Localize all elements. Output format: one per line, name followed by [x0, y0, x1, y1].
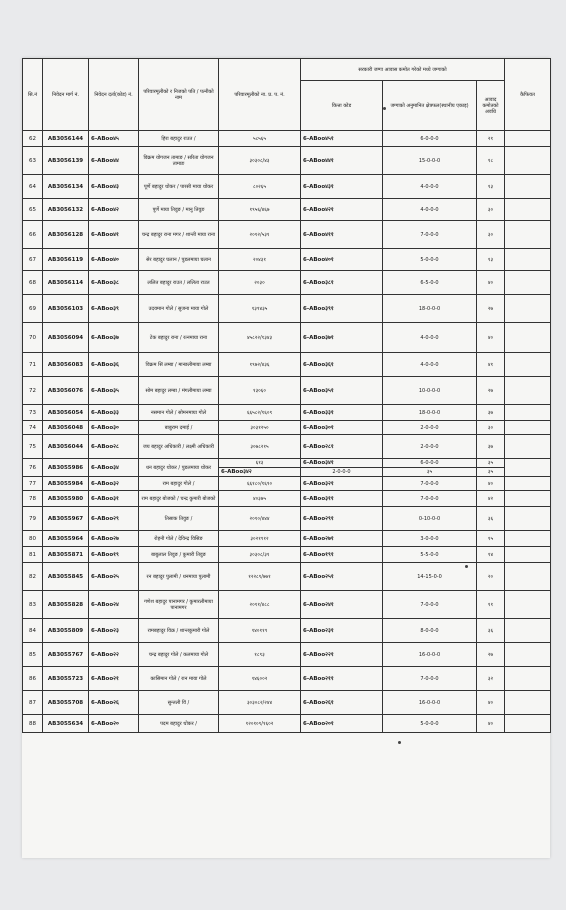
serial-number: 83: [23, 591, 43, 619]
family-head-name: रोहनी गोले / देविन्द्र विसिङ: [139, 531, 219, 547]
occupation-duration: १३: [477, 249, 505, 271]
remarks: [505, 619, 551, 643]
estimated-area: 5-0-0-0: [383, 249, 477, 271]
estimated-area: 8-0-0-0: [383, 619, 477, 643]
estimated-area: 14-15-0-0: [383, 563, 477, 591]
plot-code: 6-ABoo२११: [301, 667, 383, 691]
header-code-no: निवेदन दर्ता(कोड) नं.: [89, 59, 139, 131]
application-number: AB3055634: [43, 715, 89, 733]
remarks: [505, 221, 551, 249]
document-page: [22, 58, 550, 858]
family-head-name: चन्द्र बहादुर गोले / कलमाया गोले: [139, 643, 219, 667]
speck: [383, 107, 386, 110]
plot-code: 6-ABoo३२१: [301, 477, 383, 491]
application-number: AB3056119: [43, 249, 89, 271]
plot-code: 6-ABoo३४१: [301, 459, 383, 468]
plot-code: 6-ABoo१९१: [301, 547, 383, 563]
family-head-name: नसमान गोले / सोमनमाया गोले: [139, 405, 219, 421]
application-number: AB3056054: [43, 405, 89, 421]
table-row: [23, 667, 551, 691]
estimated-area: 6-0-0-0: [383, 131, 477, 147]
estimated-area: 2-0-0-0: [383, 435, 477, 459]
table-row: [23, 491, 551, 507]
estimated-area: 18-0-0-0: [383, 405, 477, 421]
citizenship-number: ६६५८२/१६०९: [219, 405, 301, 421]
table-row: [23, 323, 551, 353]
citizenship-number: १८९३: [219, 643, 301, 667]
application-number: AB3055967: [43, 507, 89, 531]
family-head-name: बाबुलाल तिवुङ / कुमारी तिवुङ: [139, 547, 219, 563]
table-row: [23, 147, 551, 175]
plot-code: 6-ABoo२३१: [301, 619, 383, 643]
estimated-area: 0-10-0-0: [383, 507, 477, 531]
remarks: [505, 249, 551, 271]
citizenship-number: ३०३०८२/२४४: [219, 691, 301, 715]
family-head-name: रन बहादुर पुलामी / धनमाया पुलामी: [139, 563, 219, 591]
code-number: 6-ABoo३०: [89, 421, 139, 435]
occupation-duration: ३७: [477, 435, 505, 459]
citizenship-number: ३०३०८/४३: [219, 147, 301, 175]
citizenship-number: ३०३०८/३१: [219, 547, 301, 563]
occupation-duration: ३०: [477, 421, 505, 435]
application-number: AB3056103: [43, 295, 89, 323]
code-number: 6-ABoo३६: [89, 353, 139, 377]
application-number: AB3056144: [43, 131, 89, 147]
code-number: 6-ABoo३८: [89, 271, 139, 295]
remarks: [505, 643, 551, 667]
code-number: 6-ABoo३५: [89, 377, 139, 405]
remarks: [505, 405, 551, 421]
family-head-name: गणेश बहादुर पानामगर / कुमारलीमाया पानामगर: [139, 591, 219, 619]
table-row: [23, 175, 551, 199]
remarks: [505, 591, 551, 619]
header-remarks: कैफियत: [505, 59, 551, 131]
estimated-area: 3-0-0-0: [383, 531, 477, 547]
code-number: 6-ABoo२१: [89, 667, 139, 691]
family-head-name: सोम बहादुर लम्बा / मंगलीमाया लम्बा: [139, 377, 219, 405]
occupation-duration: ३२: [477, 667, 505, 691]
serial-number: 63: [23, 147, 43, 175]
application-number: AB3055986: [43, 459, 89, 477]
application-number: AB3056132: [43, 199, 89, 221]
remarks: [505, 323, 551, 353]
remarks: [505, 131, 551, 147]
code-number: 6-ABoo४४: [89, 147, 139, 175]
application-number: AB3056134: [43, 175, 89, 199]
occupation-duration: ३०: [477, 221, 505, 249]
table-row: [23, 353, 551, 377]
serial-number: 86: [23, 667, 43, 691]
table-row: [23, 531, 551, 547]
code-number: 6-ABoo२७: [89, 531, 139, 547]
serial-number: 62: [23, 131, 43, 147]
citizenship-number: ८०२६५: [219, 175, 301, 199]
remarks: [505, 435, 551, 459]
occupation-duration: २७: [477, 295, 505, 323]
remarks: [505, 477, 551, 491]
table-row: [23, 715, 551, 733]
serial-number: 65: [23, 199, 43, 221]
occupation-duration: १५: [477, 531, 505, 547]
code-number: 6-ABoo४५: [89, 131, 139, 147]
family-head-name: राम बहादुर बोजको / चन्द्र कुमारी बोजको: [139, 491, 219, 507]
serial-number: 74: [23, 421, 43, 435]
citizenship-number: २०११/४८८: [219, 591, 301, 619]
plot-code: 6-ABoo२९१: [301, 507, 383, 531]
remarks: [505, 507, 551, 531]
plot-code: 6-ABoo२५१: [301, 563, 383, 591]
family-head-name: उदयमान गोले / सुजना माया गोले: [139, 295, 219, 323]
table-row: [23, 591, 551, 619]
citizenship-number: १९७२/४३६: [219, 353, 301, 377]
occupation-duration: १४: [477, 547, 505, 563]
estimated-area: 16-0-0-0: [383, 691, 477, 715]
estimated-area: 18-0-0-0: [383, 295, 477, 323]
remarks: [505, 667, 551, 691]
occupation-duration: ३७: [477, 405, 505, 421]
code-number: 6-ABoo२२: [89, 643, 139, 667]
code-number: 6-ABoo३७: [89, 323, 139, 353]
plot-code: 2-0-0-0: [301, 468, 383, 477]
plot-code: 6-ABoo३९१: [301, 295, 383, 323]
estimated-area: 7-0-0-0: [383, 221, 477, 249]
remarks: [505, 459, 551, 477]
citizenship-number: १४६००२: [219, 667, 301, 691]
serial-number: 72: [23, 377, 43, 405]
family-head-name: पूर्णे माया तिवुङ / मानु तिवुङ: [139, 199, 219, 221]
family-head-name: सुन्तली विं /: [139, 691, 219, 715]
plot-code: 6-ABoo२७१: [301, 531, 383, 547]
family-head-name: चन्द्र बहादुर राना मगर / शान्ती माया राना: [139, 221, 219, 249]
plot-code: 6-ABoo२८१: [301, 435, 383, 459]
code-number: 6-ABoo२८: [89, 435, 139, 459]
plot-code: 6-ABoo३८१: [301, 271, 383, 295]
application-number: AB3055828: [43, 591, 89, 619]
header-duration: आवाद कमोतको अवधि: [477, 81, 505, 131]
citizenship-number: ३०७८२१५: [219, 435, 301, 459]
application-number: AB3056139: [43, 147, 89, 175]
application-number: AB3056076: [43, 377, 89, 405]
code-number: 6-ABoo३२: [89, 477, 139, 491]
application-number: AB3056083: [43, 353, 89, 377]
estimated-area: 16-0-0-0: [383, 643, 477, 667]
table-body: [23, 131, 551, 733]
family-head-name: जय बहादुर अधिकारी / लक्ष्मी अधिकारी: [139, 435, 219, 459]
header-plot-code: कित्ता कोड: [301, 81, 383, 131]
family-head-name: पदम बहादुर थोकर /: [139, 715, 219, 733]
application-number: AB3055871: [43, 547, 89, 563]
occupation-duration: ३६: [477, 619, 505, 643]
table-row: [23, 271, 551, 295]
citizenship-number: ६६१८०/१६९०: [219, 477, 301, 491]
serial-number: 69: [23, 295, 43, 323]
occupation-duration: १३: [477, 175, 505, 199]
serial-number: 78: [23, 491, 43, 507]
citizenship-number: १२२८९/७७१: [219, 563, 301, 591]
serial-number: 76: [23, 459, 43, 477]
remarks: [505, 531, 551, 547]
citizenship-number: ३०३१२५०: [219, 421, 301, 435]
code-number: 6-ABoo३९: [89, 295, 139, 323]
occupation-duration: ४१: [477, 353, 505, 377]
remarks: [505, 715, 551, 733]
code-number: 6-ABoo२३: [89, 619, 139, 643]
occupation-duration: ३६: [477, 507, 505, 531]
family-head-name: हिरा बहादुर राउत /: [139, 131, 219, 147]
code-number: 6-ABoo४१: [89, 221, 139, 249]
serial-number: 68: [23, 271, 43, 295]
plot-code: 6-ABoo२४१: [301, 591, 383, 619]
estimated-area: 6-5-0-0: [383, 271, 477, 295]
citizenship-number: ३०२१९१२: [219, 531, 301, 547]
citizenship-number: १३९४३५: [219, 295, 301, 323]
estimated-area: 7-0-0-0: [383, 667, 477, 691]
citizenship-number: २०४३१: [219, 249, 301, 271]
citizenship-number: २०१२/५३१: [219, 221, 301, 249]
family-head-name: सेर बहादुर घलान / पुडलमाया घलान: [139, 249, 219, 271]
occupation-duration: ४०: [477, 271, 505, 295]
plot-code: 6-ABoo४४१: [301, 147, 383, 175]
application-number: AB3055964: [43, 531, 89, 547]
plot-code: 6-ABoo२६१: [301, 691, 383, 715]
serial-number: 77: [23, 477, 43, 491]
serial-number: 80: [23, 531, 43, 547]
plot-code: 6-ABoo३११: [301, 491, 383, 507]
estimated-area: 4-0-0-0: [383, 323, 477, 353]
table-row: [23, 435, 551, 459]
remarks: [505, 199, 551, 221]
occupation-duration: २०: [477, 563, 505, 591]
code-number: 6-ABoo२६: [89, 691, 139, 715]
code-number: 6-ABoo३४: [89, 459, 139, 477]
remarks: [505, 691, 551, 715]
family-head-name: तिसाक तिवुङ /: [139, 507, 219, 531]
table-row: [23, 477, 551, 491]
occupation-duration: ११: [477, 591, 505, 619]
serial-number: 66: [23, 221, 43, 249]
table-row: [23, 643, 551, 667]
header-reg-no: निवेदन मार्ग नं.: [43, 59, 89, 131]
table-header: [23, 59, 551, 131]
application-number: AB3055708: [43, 691, 89, 715]
table-row: [23, 377, 551, 405]
occupation-duration: ४०: [477, 715, 505, 733]
plot-code: 6-ABoo३५१: [301, 377, 383, 405]
estimated-area: 7-0-0-0: [383, 591, 477, 619]
citizenship-number: १३०६०: [219, 377, 301, 405]
family-head-name: धन बहादुर थोकर / पुडलमाया थोकर: [139, 459, 219, 477]
estimated-area: 7-0-0-0: [383, 491, 477, 507]
estimated-area: 7-0-0-0: [383, 477, 477, 491]
plot-code: 6-ABoo४५१: [301, 131, 383, 147]
application-number: AB3055767: [43, 643, 89, 667]
family-head-name: विक्रम सिं लम्बा / मान्छलीमाया लम्बा: [139, 353, 219, 377]
code-number: 6-ABoo४०: [89, 249, 139, 271]
speck: [398, 741, 401, 744]
land-records-table: [22, 58, 551, 733]
estimated-area: 6-0-0-0: [383, 459, 477, 468]
family-head-name: राम बहादुर गोले /: [139, 477, 219, 491]
application-number: AB3056044: [43, 435, 89, 459]
family-head-name: विक्रम योगजन तामाङ / सरिता योगजन तामाङ: [139, 147, 219, 175]
occupation-duration: ३०: [477, 199, 505, 221]
application-number: AB3056094: [43, 323, 89, 353]
occupation-duration: ४०: [477, 323, 505, 353]
serial-number: 81: [23, 547, 43, 563]
remarks: [505, 353, 551, 377]
table-row: [23, 459, 551, 468]
header-land-group: सरकारी जग्गा आवास कमोत गरेको मध्ये जग्गाको: [301, 59, 505, 81]
plot-code: 6-ABoo२२१: [301, 643, 383, 667]
remarks: [505, 295, 551, 323]
serial-number: 87: [23, 691, 43, 715]
code-number: 6-ABoo२९: [89, 507, 139, 531]
table-row: [23, 249, 551, 271]
application-number: AB3055984: [43, 477, 89, 491]
application-number: AB3056128: [43, 221, 89, 249]
header-citizenship: परिवारमूलीको ना. प्र. प. नं.: [219, 59, 301, 131]
remarks: [505, 491, 551, 507]
remarks: [505, 563, 551, 591]
application-number: AB3055845: [43, 563, 89, 591]
serial-number: 82: [23, 563, 43, 591]
table-row: [23, 199, 551, 221]
remarks: [505, 421, 551, 435]
plot-code: 6-ABoo४२१: [301, 199, 383, 221]
code-number: 6-ABoo१९: [89, 547, 139, 563]
estimated-area: 4-0-0-0: [383, 199, 477, 221]
occupation-duration: ३५: [477, 459, 505, 468]
serial-number: 67: [23, 249, 43, 271]
table-row: [23, 507, 551, 531]
serial-number: 84: [23, 619, 43, 643]
citizenship-number: ५८५६५: [219, 131, 301, 147]
serial-number: 79: [23, 507, 43, 531]
occupation-duration: २७: [477, 377, 505, 405]
family-head-name: ललित बहादुर राउत / ललिता राउत: [139, 271, 219, 295]
citizenship-number: १२०१०९/१६०२: [219, 715, 301, 733]
family-head-name: पूर्णे बहादुर थोकर / पारसी माया थोकर: [139, 175, 219, 199]
code-number: 6-ABoo२४: [89, 591, 139, 619]
table-row: [23, 295, 551, 323]
table-row: [23, 563, 551, 591]
occupation-duration: ४२: [477, 491, 505, 507]
table-row: [23, 221, 551, 249]
estimated-area: ३५: [383, 468, 477, 477]
serial-number: 73: [23, 405, 43, 421]
citizenship-number: १९५६/४६७: [219, 199, 301, 221]
code-number: 6-ABoo३१: [89, 491, 139, 507]
plot-code: 6-ABoo४०१: [301, 249, 383, 271]
remarks: [505, 175, 551, 199]
family-head-name: रामबहादुर विक्र / शान्तकुमारी गोले: [139, 619, 219, 643]
citizenship-number: ६१३: [219, 459, 301, 468]
header-name: परिवारमूलीको र निजको पति / पत्नीको नाम: [139, 59, 219, 131]
code-number: 6-ABoo४३: [89, 175, 139, 199]
application-number: AB3055980: [43, 491, 89, 507]
remarks: [505, 377, 551, 405]
serial-number: 75: [23, 435, 43, 459]
table-row: [23, 619, 551, 643]
code-number: 6-ABoo२५: [89, 563, 139, 591]
occupation-duration: १८: [477, 147, 505, 175]
serial-number: 85: [23, 643, 43, 667]
code-number: 6-ABoo२०: [89, 715, 139, 733]
family-head-name: कासिमान गोले / रान माया गोले: [139, 667, 219, 691]
plot-code: 6-ABoo३६१: [301, 353, 383, 377]
estimated-area: 5-0-0-0: [383, 715, 477, 733]
speck: [465, 565, 468, 568]
serial-number: 88: [23, 715, 43, 733]
citizenship-number: २०३०: [219, 271, 301, 295]
serial-number: 64: [23, 175, 43, 199]
citizenship-number: 6-ABoo३४२: [219, 468, 301, 477]
occupation-duration: २१: [477, 131, 505, 147]
code-number: 6-ABoo४२: [89, 199, 139, 221]
estimated-area: 15-0-0-0: [383, 147, 477, 175]
citizenship-number: २०१०/४४४: [219, 507, 301, 531]
estimated-area: 5-5-0-0: [383, 547, 477, 563]
citizenship-number: ४५८२२/१३४३: [219, 323, 301, 353]
family-head-name: बाबुराम दमाई /: [139, 421, 219, 435]
plot-code: 6-ABoo३७१: [301, 323, 383, 353]
citizenship-number: ४०३७५: [219, 491, 301, 507]
plot-code: 6-ABoo४११: [301, 221, 383, 249]
code-number: 6-ABoo३३: [89, 405, 139, 421]
citizenship-number: १४०११९: [219, 619, 301, 643]
estimated-area: 4-0-0-0: [383, 353, 477, 377]
table-row: [23, 405, 551, 421]
plot-code: 6-ABoo३३१: [301, 405, 383, 421]
table-row: [23, 547, 551, 563]
estimated-area: 2-0-0-0: [383, 421, 477, 435]
occupation-duration: ४०: [477, 691, 505, 715]
table-row: [23, 421, 551, 435]
occupation-duration: २७: [477, 643, 505, 667]
table-row: [23, 691, 551, 715]
remarks: [505, 271, 551, 295]
family-head-name: टेक बहादुर राना / रत्नमाया राना: [139, 323, 219, 353]
occupation-duration: ३५: [477, 468, 505, 477]
estimated-area: 10-0-0-0: [383, 377, 477, 405]
header-sn: सि.नं: [23, 59, 43, 131]
remarks: [505, 147, 551, 175]
application-number: AB3055723: [43, 667, 89, 691]
plot-code: 6-ABoo३०१: [301, 421, 383, 435]
application-number: AB3056048: [43, 421, 89, 435]
plot-code: 6-ABoo४३१: [301, 175, 383, 199]
table-row: [23, 131, 551, 147]
application-number: AB3055809: [43, 619, 89, 643]
serial-number: 71: [23, 353, 43, 377]
estimated-area: 4-0-0-0: [383, 175, 477, 199]
occupation-duration: ४०: [477, 477, 505, 491]
header-area: जग्गाको अनुमानित क्षेत्रफल(स्थानीय एकाइ): [383, 81, 477, 131]
serial-number: 70: [23, 323, 43, 353]
application-number: AB3056114: [43, 271, 89, 295]
plot-code: 6-ABoo२०१: [301, 715, 383, 733]
remarks: [505, 547, 551, 563]
